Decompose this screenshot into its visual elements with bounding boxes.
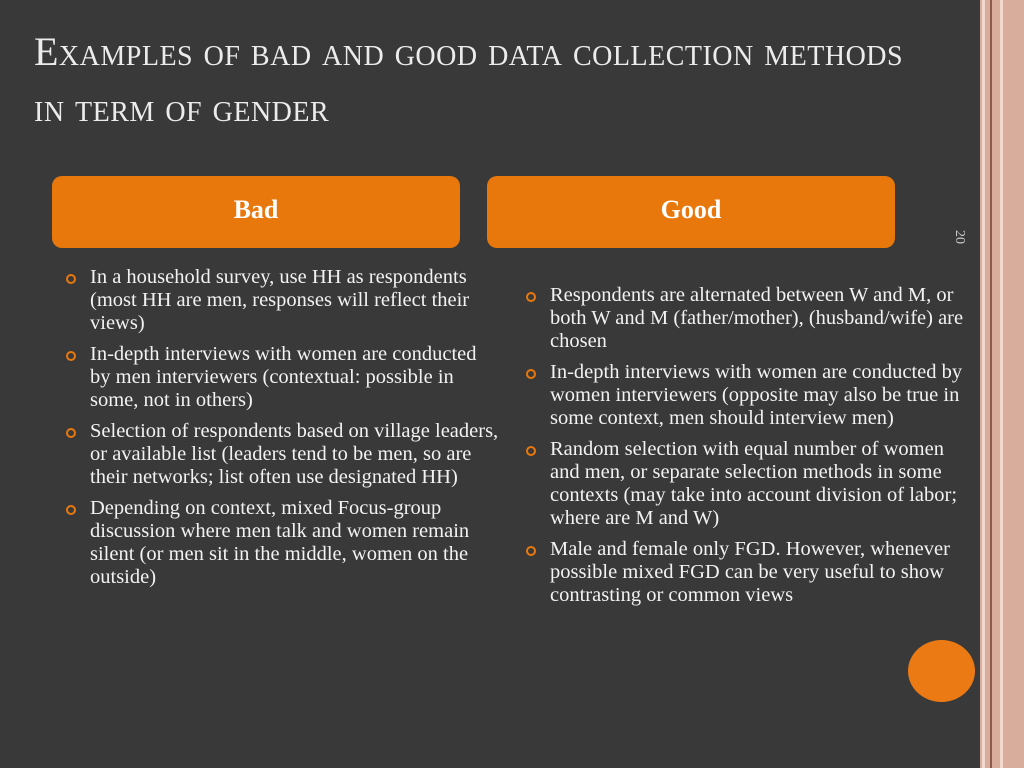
list-item-text: Selection of respondents based on village leaders, or available list (leaders tend to be men, so are their networks; list often use designated HH): [90, 420, 499, 488]
list-item-text: In-depth interviews with women are conducted by men interviewers (contextual: possible in some, not in others): [90, 343, 477, 411]
list-item: [521, 538, 969, 607]
bullet-ring-icon: [66, 428, 76, 438]
frame-stripe: [982, 0, 985, 768]
slide-title: Examples of bad and good data collection methods in term of gender: [34, 29, 904, 130]
frame-stripe: [990, 0, 992, 768]
bullet-ring-icon: [66, 274, 76, 284]
frame-stripe: [1000, 0, 1003, 768]
good-header-label: Good: [660, 195, 722, 224]
bullet-ring-icon: [66, 505, 76, 515]
list-item: [61, 420, 501, 489]
good-examples-list: [521, 284, 969, 615]
bullet-ring-icon: [66, 351, 76, 361]
list-item-text: Respondents are alternated between W and M, or both W and M (father/mother), (husband/wife) are chosen: [550, 284, 964, 352]
list-item: [521, 361, 969, 430]
list-item-text: Male and female only FGD. However, whenever possible mixed FGD can be very useful to show contrasting or common views: [550, 538, 950, 606]
list-item: [61, 343, 501, 412]
list-item: [61, 266, 501, 335]
list-item-text: In a household survey, use HH as respondents (most HH are men, responses will reflect their views): [90, 266, 470, 334]
bad-header-label: Bad: [233, 195, 279, 224]
list-item: [521, 438, 969, 530]
bullet-ring-icon: [526, 446, 536, 456]
decorative-circle: [908, 640, 975, 702]
good-column-header: [487, 176, 895, 248]
list-item: [521, 284, 969, 353]
list-item-text: Random selection with equal number of women and men, or separate selection methods in some contexts (may take into account division of labor; where are M and W): [550, 438, 958, 529]
bad-column-header: [52, 176, 460, 248]
bad-examples-list: [61, 266, 501, 597]
list-item-text: In-depth interviews with women are conducted by women interviewers (opposite may also be true in some context, men should interview men): [550, 361, 963, 429]
bullet-ring-icon: [526, 292, 536, 302]
list-item-text: Depending on context, mixed Focus-group discussion where men talk and women remain silent (or men sit in the middle, women on the outside): [90, 497, 470, 588]
slide-number: 20: [952, 230, 967, 244]
bullet-ring-icon: [526, 546, 536, 556]
bullet-ring-icon: [526, 369, 536, 379]
list-item: [61, 497, 501, 589]
